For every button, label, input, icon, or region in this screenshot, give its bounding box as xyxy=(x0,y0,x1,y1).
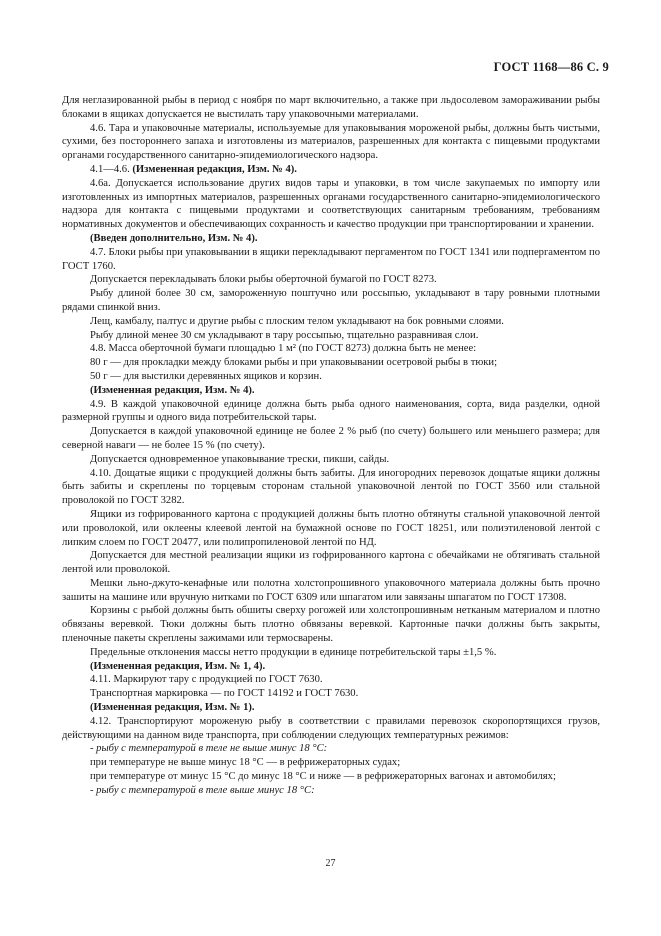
paragraph: Корзины с рыбой должны быть обшиты сверху рогожей или холстопрошивным нетканым материалом и плотно обвязаны веревкой. Тюки должны быть плотно обвязаны веревкой. Картонные пачки должны быть закрыты, пленочные пакеты скреплены зажимами или термосварены. xyxy=(62,605,600,645)
paragraph: 4.6. Тара и упаковочные материалы, используемые для упаковывания мороженой рыбы, должны быть чистыми, сухими, без постороннего запаха и изготовлены из материалов, разрешенных для контакта с пищевыми продуктами органами государственного санитарно-эпидемиологического надзора. xyxy=(62,122,600,162)
document-body xyxy=(62,94,600,798)
paragraph: Транспортная маркировка — по ГОСТ 14192 и ГОСТ 7630. xyxy=(90,688,359,700)
paragraph: при температуре от минус 15 °С до минус 18 °С и ниже — в рефрижераторных вагонах и автомобилях; xyxy=(90,771,556,783)
paragraph: 4.8. Масса оберточной бумаги площадью 1 м² (по ГОСТ 8273) должна быть не менее: xyxy=(90,343,477,355)
list-heading: - рыбу с температурой в теле выше минус 18 °С: xyxy=(90,784,315,796)
paragraph: Для неглазированной рыбы в период с ноября по март включительно, а также при льдосолевом замораживании рыбы блоками в ящиках допускается не выстилать тару упаковочными материалами. xyxy=(62,95,600,120)
paragraph: Предельные отклонения массы нетто продукции в единице потребительской тары ±1,5 %. xyxy=(90,646,497,658)
paragraph: Мешки льно-джуто-кенафные или полотна холстопрошивного упаковочного материала должны быть прочно зашиты на машине или вручную нитками по ГОСТ 6309 или шпагатом или завязаны шпагатом по ГОСТ 17308. xyxy=(62,577,600,603)
paragraph: Допускается в каждой упаковочной единице не более 2 % рыб (по счету) большего или меньшего размера; для северной наваги — не более 15 % (по счету). xyxy=(62,426,600,451)
paragraph xyxy=(62,163,600,177)
paragraph: Ящики из гофрированного картона с продукцией должны быть плотно обтянуты стальной упаковочной лентой или проволокой, или оклеены клеевой лентой на бумажной основе по ГОСТ 18251, или полиэтиленовой лентой с липким слоем по ГОСТ 20477, или полипропиленовой лентой по НД. xyxy=(62,508,600,548)
amendment-note: (Введен дополнительно, Изм. № 4). xyxy=(90,232,258,244)
paragraph: Допускается перекладывать блоки рыбы оберточной бумагой по ГОСТ 8273. xyxy=(90,274,437,286)
list-heading: - рыбу с температурой в теле не выше минус 18 °С: xyxy=(90,743,328,755)
amendment-note: (Измененная редакция, Изм. № 1, 4). xyxy=(90,660,266,672)
paragraph: при температуре не выше минус 18 °С — в рефрижераторных судах; xyxy=(90,757,401,769)
paragraph-number: 4.1—4.6. xyxy=(90,163,133,175)
paragraph: 4.10. Дощатые ящики с продукцией должны быть забиты. Для иногородних перевозок дощатые ящики должны быть забиты и скреплены по торцевым сторонам стальной упаковочной лентой по ГОСТ 3560 или стальной проволокой по ГОСТ 3282. xyxy=(62,467,600,507)
paragraph: 80 г — для прокладки между блоками рыбы и при упаковывании осетровой рыбы в тюки; xyxy=(90,357,498,369)
amendment-note: (Измененная редакция, Изм. № 1). xyxy=(90,702,255,714)
paragraph: 4.11. Маркируют тару с продукцией по ГОСТ 7630. xyxy=(90,674,323,686)
paragraph: Допускается для местной реализации ящики из гофрированного картона с обечайками не обтягивать стальной лентой или проволокой. xyxy=(62,550,600,576)
paragraph: Рыбу длиной менее 30 см укладывают в тару россыпью, тщательно разравнивая слои. xyxy=(90,329,479,341)
paragraph: Рыбу длиной более 30 см, замороженную поштучно или россыпью, укладывают в тару ровными плотными рядами спинкой вниз. xyxy=(62,288,600,313)
paragraph: Лещ, камбалу, палтус и другие рыбы с плоским телом укладывают на бок ровными слоями. xyxy=(90,315,504,327)
page-number: 27 xyxy=(325,858,336,869)
paragraph: 50 г — для выстилки деревянных ящиков и корзин. xyxy=(90,370,322,382)
paragraph: 4.7. Блоки рыбы при упаковывании в ящики перекладывают пергаментом по ГОСТ 1341 или подпергаментом по ГОСТ 1760. xyxy=(62,246,600,272)
page-header: ГОСТ 1168—86 С. 9 xyxy=(493,60,609,74)
amendment-note: (Измененная редакция, Изм. № 4). xyxy=(90,384,255,396)
paragraph: 4.12. Транспортируют мороженую рыбу в соответствии с правилами перевозок скоропортящихся грузов, действующими на данном виде транспорта, при соблюдении следующих температурных режимов: xyxy=(62,715,600,741)
paragraph: Допускается одновременное упаковывание трески, пикши, сайды. xyxy=(90,453,390,465)
amendment-note: (Измененная редакция, Изм. № 4). xyxy=(132,163,297,175)
paragraph: 4.9. В каждой упаковочной единице должна быть рыба одного наименования, сорта, вида разделки, одной размерной группы и одного вида потребительской тары. xyxy=(62,398,600,424)
paragraph: 4.6а. Допускается использование других видов тары и упаковки, в том числе закупаемых по импорту или изготовленных из импортных материалов, разрешенных органами государственного санитарно-эпидемиологического надзора для контакта с пищевыми продуктами и соответствующих санитарным требованиям, требованиям нормативных документов и обеспечивающих сохранность и качество продукции при транспортировании и хранении. xyxy=(62,177,600,231)
